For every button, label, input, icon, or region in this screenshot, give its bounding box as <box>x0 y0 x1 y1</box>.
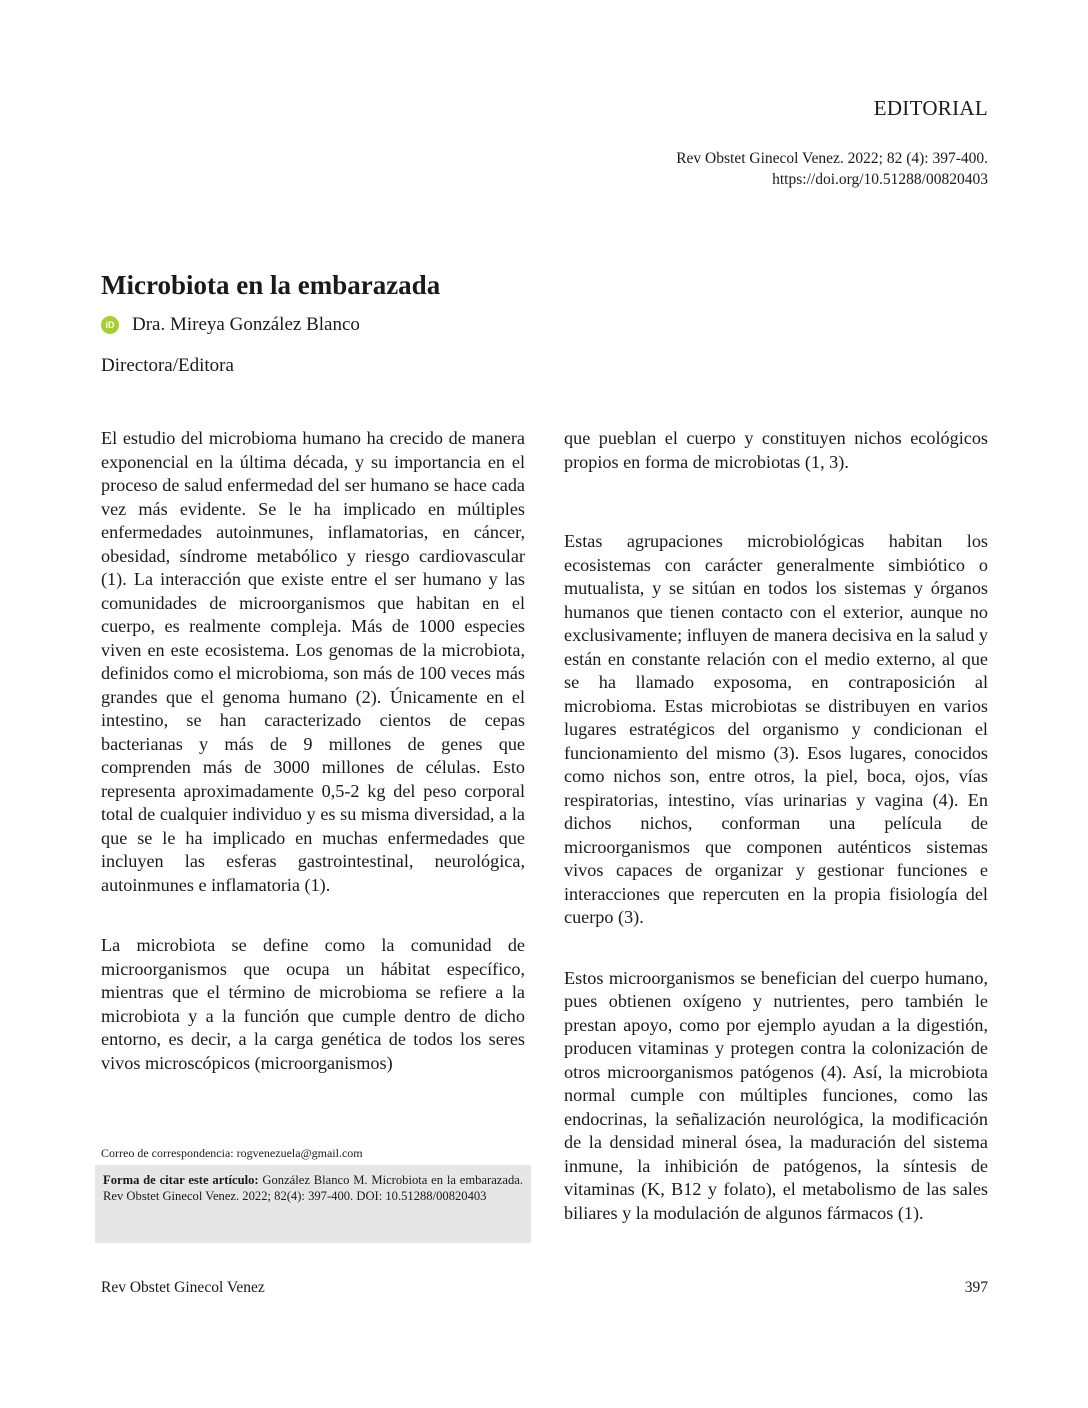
cite-label: Forma de citar este artículo: <box>103 1173 259 1187</box>
body-paragraph: La microbiota se define como la comunidad de microorganismos que ocupa un hábitat específico, mientras que el término de microbioma se refiere a la microbiota y a la función que cumple dentro de dicho entorno, es decir, a la carga genética de todos los seres vivos microscópicos (microorganismos) <box>101 935 525 1073</box>
footer-journal: Rev Obstet Ginecol Venez <box>101 1279 265 1296</box>
correspondence-email: Correo de correspondencia: rogvenezuela@gmail.com <box>101 1146 363 1160</box>
journal-citation <box>676 148 988 190</box>
orcid-icon[interactable]: iD <box>101 316 119 334</box>
left-column <box>101 427 525 1112</box>
body-paragraph: El estudio del microbioma humano ha crecido de manera exponencial en la última década, y su importancia en el proceso de salud enfermedad del ser humano se hace cada vez más evidente. Se le ha implicado en múltiples enfermedades autoinmunes, inflamatorias, en cáncer, obesidad, síndrome metabólico y riesgo cardiovascular (1). La interacción que existe entre el ser humano y las comunidades de microorganismos que habitan en el cuerpo, es realmente compleja. Más de 1000 especies viven en este ecosistema. Los genomas de la microbiota, definidos como el microbioma, son más de 100 veces más grandes que el genoma humano (2). Únicamente en el intestino, se han caracterizado cientos de cepas bacterianas y más de 9 millones de genes que comprenden más de 3000 millones de células. Esto representa aproximadamente 0,5-2 kg del peso corporal total de cualquier individuo y es su misma diversidad, a la que se le ha implicado en muchas enfermedades que incluyen las esferas gastrointestinal, neurológica, autoinmunes e inflamatoria (1). <box>101 428 525 895</box>
page-number: 397 <box>964 1279 988 1296</box>
body-paragraph: que pueblan el cuerpo y constituyen nichos ecológicos propios en forma de microbiotas (1, 3). <box>564 428 988 472</box>
citation-line: Rev Obstet Ginecol Venez. 2022; 82 (4): 397-400. <box>676 150 988 167</box>
body-paragraph: Estas agrupaciones microbiológicas habitan los ecosistemas con carácter generalmente simbiótico o mutualista, y se sitúan en todos los sistemas y órganos humanos que tienen contacto con el exterior, aunque no exclusivamente; influyen de manera decisiva en la salud y están en constante relación con el medio externo, al que se ha llamado exposoma, en contraposición al microbioma. Estas microbiotas se distribuyen en varios lugares estratégicos del organismo y condicionan el funcionamiento del mismo (3). Esos lugares, conocidos como nichos son, entre otros, la piel, boca, ojos, vías respiratorias, intestino, vías urinarias y vagina (4). En dichos nichos, conforman una película de microorganismos que componen auténticos sistemas vivos capaces de organizar y gestionar funciones e interacciones que repercuten en la propia fisiología del cuerpo (3). <box>564 531 988 927</box>
right-column <box>564 427 988 1262</box>
doi-link[interactable]: https://doi.org/10.51288/00820403 <box>772 171 988 188</box>
author-role: Directora/Editora <box>101 355 234 376</box>
cite-text: González Blanco M. Microbiota en la embarazada. Rev Obstet Ginecol Venez. 2022; 82(4): 397-400. DOI: 10.51288/00820403 <box>103 1173 523 1203</box>
body-paragraph: Estos microorganismos se benefician del cuerpo humano, pues obtienen oxígeno y nutrientes, pero también le prestan apoyo, como por ejemplo ayudan a la digestión, producen vitaminas y protegen contra la colonización de otros microorganismos patógenos (4). Así, la microbiota normal cumple con múltiples funciones, como las endocrinas, la señalización neurológica, la modificación de la densidad mineral ósea, la maduración del sistema inmune, la inhibición de patógenos, la síntesis de vitaminas (K, B12 y folato), el metabolismo de las sales biliares y la modulación de algunos fármacos (1). <box>564 967 988 1223</box>
citation-box <box>95 1165 531 1243</box>
section-label: EDITORIAL <box>873 96 988 120</box>
article-title: Microbiota en la embarazada <box>101 270 441 300</box>
author-name: Dra. Mireya González Blanco <box>132 314 360 335</box>
author-row <box>101 314 360 336</box>
